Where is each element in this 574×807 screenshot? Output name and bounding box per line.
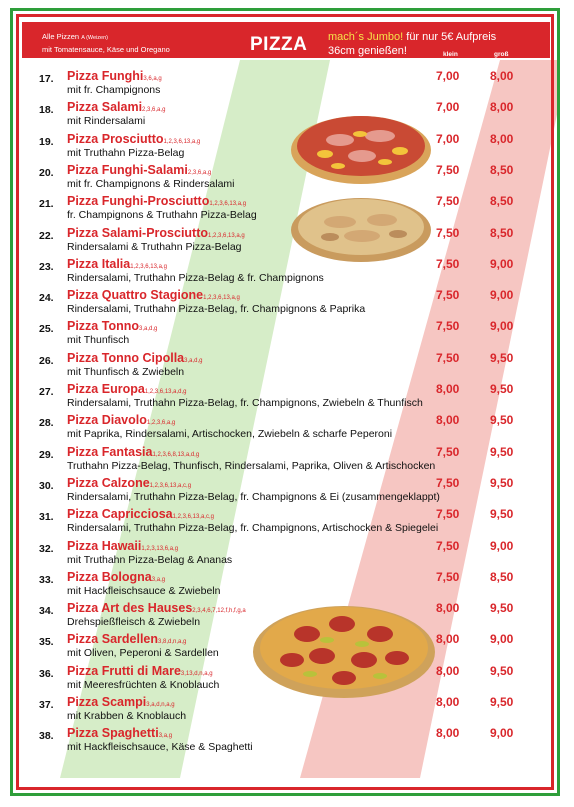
item-number: 33. [39, 573, 54, 586]
item-allergens: 1,2,3,6,8,13,a,d,g [152, 451, 200, 458]
item-allergens: 1,2,3,6,a,g [146, 420, 176, 427]
price-small: 7,50 [436, 507, 460, 522]
menu-header [22, 22, 550, 58]
item-title: Pizza Italia [67, 256, 131, 271]
item-title: Pizza Prosciutto [67, 131, 164, 146]
item-description: Truthahn Pizza-Belag, Thunfisch, Rindersalami, Paprika, Oliven & Artischocken [67, 459, 436, 472]
price-small: 7,50 [436, 194, 460, 209]
item-title: Pizza Funghi-Prosciutto [67, 194, 210, 209]
price-large: 9,50 [490, 475, 514, 490]
item-title: Pizza Hawaii [67, 538, 142, 553]
item-name [67, 695, 175, 709]
item-description: mit Rindersalami [67, 115, 146, 128]
item-title: Pizza Salami [67, 100, 143, 115]
price-small: 7,50 [436, 288, 460, 303]
column-small: klein [443, 51, 458, 58]
item-allergens: 3,a,d,g [184, 357, 203, 364]
item-description: Rindersalami, Truthahn Pizza-Belag, fr. Champignons & Ei (zusammengeklappt) [67, 490, 440, 503]
price-small: 7,00 [436, 100, 460, 115]
item-title: Pizza Tonno Cipolla [67, 350, 185, 365]
item-allergens: 3,6,a,g [143, 76, 162, 82]
menu-item [0, 630, 540, 662]
item-name [67, 319, 157, 333]
price-small: 8,00 [436, 632, 460, 647]
offer-price: für nur 5€ Aufpreis [403, 31, 497, 43]
item-name [67, 601, 246, 615]
item-description: mit Oliven, Peperoni & Sardellen [67, 647, 219, 660]
item-description: mit Truthahn Pizza-Belag & Ananas [67, 553, 233, 566]
item-name [67, 507, 214, 521]
item-number: 31. [39, 511, 54, 524]
item-name [67, 69, 162, 83]
price-small: 7,50 [436, 319, 460, 334]
price-large: 9,00 [490, 632, 514, 647]
item-number: 22. [39, 229, 54, 242]
item-number: 28. [39, 417, 54, 430]
item-allergens: 1,2,3,13,6,a,g [141, 545, 179, 552]
item-name [67, 288, 240, 302]
item-description: fr. Champignons & Truthahn Pizza-Belag [67, 209, 257, 222]
note-line1: Alle Pizzen [42, 32, 80, 41]
menu-item [0, 662, 540, 694]
price-small: 8,00 [436, 413, 460, 428]
item-description: mit fr. Champignons & Rindersalami [67, 177, 235, 190]
item-allergens: 2,3,6,a,g [142, 107, 166, 114]
item-name [67, 351, 203, 365]
price-large: 8,00 [490, 69, 514, 83]
item-name [67, 163, 211, 177]
price-small: 7,50 [436, 162, 460, 177]
price-small: 7,50 [436, 475, 460, 490]
item-number: 25. [39, 323, 54, 336]
item-name [67, 194, 246, 208]
menu-item [0, 192, 540, 224]
price-large: 9,00 [490, 288, 514, 303]
item-description: mit Hackfleischsauce & Zwiebeln [67, 584, 221, 597]
menu-item [0, 224, 540, 256]
price-large: 8,50 [490, 194, 514, 209]
price-large: 9,00 [490, 319, 514, 334]
item-title: Pizza Funghi [67, 69, 144, 83]
item-name [67, 413, 175, 427]
item-allergens: 3,a,g [151, 576, 166, 583]
jumbo-offer [328, 30, 496, 58]
menu-item [0, 411, 540, 443]
menu-item [0, 349, 540, 381]
price-large: 9,50 [490, 695, 514, 709]
item-allergens: 1,2,3,6,13,a,g [208, 232, 245, 239]
menu-item [0, 443, 540, 475]
item-allergens: 1,2,3,6,13,a,g [163, 138, 201, 145]
item-title: Pizza Sardellen [67, 632, 159, 647]
price-large: 9,00 [490, 256, 514, 271]
price-large: 9,50 [490, 382, 514, 396]
item-name [67, 570, 165, 584]
item-description: Rindersalami, Truthahn Pizza-Belag, fr. Champignons, Zwiebeln & Thunfisch [67, 397, 423, 409]
price-large: 9,00 [490, 538, 514, 553]
item-allergens: 1,2,3,6,13,a,g [203, 295, 240, 302]
item-description: mit Truthahn Pizza-Belag [67, 146, 185, 159]
item-number: 21. [39, 198, 54, 211]
menu-item [0, 724, 540, 756]
item-title: Pizza Quattro Stagione [67, 288, 204, 303]
price-small: 7,00 [436, 69, 460, 83]
price-large: 9,50 [490, 601, 514, 616]
price-large: 8,00 [490, 131, 514, 146]
item-allergens: 2,3,4,6,7,12,f,h,f,g,a [192, 608, 246, 615]
item-description: mit fr. Champignons [67, 84, 161, 96]
item-name [67, 726, 172, 740]
menu-item [0, 599, 540, 631]
menu-item [0, 130, 540, 162]
price-large: 8,50 [490, 225, 514, 240]
item-number: 36. [39, 667, 54, 680]
item-number: 29. [39, 448, 54, 461]
item-name [67, 382, 187, 396]
item-number: 27. [39, 386, 54, 398]
item-number: 32. [39, 542, 54, 555]
item-allergens: 1,2,3,6,13,a,g [130, 263, 167, 270]
item-number: 26. [39, 354, 54, 367]
price-large: 9,00 [490, 726, 514, 741]
menu-item [0, 537, 540, 569]
item-title: Pizza Europa [67, 382, 145, 396]
item-title: Pizza Art des Hauses [67, 601, 193, 616]
price-small: 8,00 [436, 726, 460, 741]
item-allergens: 3,a,g [158, 733, 173, 740]
item-name [67, 476, 191, 490]
price-large: 8,50 [490, 569, 514, 584]
menu-item [0, 474, 540, 506]
item-description: mit Paprika, Rindersalami, Artischocken, Zwiebeln & scharfe Peperoni [67, 428, 393, 441]
item-description: mit Thunfisch [67, 334, 130, 347]
price-small: 8,00 [436, 663, 460, 678]
note-line2: mit Tomatensauce, Käse und Oregano [42, 45, 170, 54]
column-large: groß [494, 51, 509, 58]
item-number: 23. [39, 260, 54, 273]
header-title: PIZZA [250, 34, 308, 55]
header-note [42, 31, 170, 56]
item-description: Drehspießfleisch & Zwiebeln [67, 616, 201, 629]
menu-item [0, 568, 540, 600]
item-name [67, 132, 200, 146]
item-number: 30. [39, 479, 54, 492]
menu-item [0, 317, 540, 349]
item-number: 17. [39, 73, 54, 85]
menu-item [0, 255, 540, 287]
item-title: Pizza Frutti di Mare [67, 663, 181, 678]
item-description: Rindersalami, Truthahn Pizza-Belag & fr. Champignons [67, 271, 324, 284]
item-allergens: 1,2,3,6,13,a,c,g [149, 482, 192, 489]
price-large: 9,50 [490, 507, 514, 522]
price-large: 9,50 [490, 350, 514, 365]
item-allergens: 3,a,d,n,a,g [146, 702, 175, 708]
item-description: Rindersalami, Truthahn Pizza-Belag, fr. Champignons & Paprika [67, 303, 366, 316]
menu-item [0, 380, 540, 412]
price-large: 9,50 [490, 413, 514, 428]
item-allergens: 1,2,3,6,13,a,d,g [144, 389, 187, 395]
item-title: Pizza Bologna [67, 569, 152, 584]
item-title: Pizza Capricciosa [67, 507, 173, 522]
item-number: 19. [39, 135, 54, 148]
price-small: 7,50 [436, 256, 460, 271]
item-number: 24. [39, 292, 54, 305]
item-allergens: 1,2,3,6,13,a,c,g [172, 514, 214, 521]
item-number: 18. [39, 104, 54, 117]
price-small: 7,50 [436, 225, 460, 240]
item-title: Pizza Salami-Prosciutto [67, 225, 209, 240]
price-large: 8,50 [490, 162, 514, 177]
item-description: mit Hackfleischsauce, Käse & Spaghetti [67, 741, 253, 754]
menu-item [0, 505, 540, 537]
item-description: mit Thunfisch & Zwiebeln [67, 365, 185, 378]
item-title: Pizza Scampi [67, 695, 147, 709]
item-allergens: 1,2,3,6,13,a,g [209, 201, 247, 208]
item-name [67, 632, 186, 646]
menu-item [0, 286, 540, 318]
menu-item [0, 98, 540, 130]
item-name [67, 226, 245, 240]
item-name [67, 664, 213, 678]
price-small: 7,50 [436, 569, 460, 584]
item-description: Rindersalami & Truthahn Pizza-Belag [67, 240, 242, 253]
price-small: 8,00 [436, 382, 460, 396]
item-name [67, 445, 199, 459]
offer-line2: 36cm genießen! [328, 45, 407, 57]
menu-item [0, 693, 540, 725]
item-allergens: 3,13,d,n,a,g [180, 670, 213, 677]
price-large: 8,00 [490, 100, 514, 115]
item-title: Pizza Fantasia [67, 444, 153, 459]
item-title: Pizza Calzone [67, 475, 150, 490]
price-large: 9,50 [490, 444, 514, 459]
item-name [67, 539, 178, 553]
item-title: Pizza Funghi-Salami [67, 162, 188, 177]
price-small: 7,50 [436, 444, 460, 459]
item-allergens: 2,3,6,a,g [187, 169, 212, 176]
item-description: mit Krabben & Knoblauch [67, 710, 187, 722]
item-allergens: 3,a,d,g [139, 326, 158, 333]
item-title: Pizza Diavolo [67, 413, 147, 428]
price-small: 8,00 [436, 695, 460, 709]
item-name [67, 100, 165, 114]
item-number: 37. [39, 699, 54, 711]
item-allergens: 3,8,d,n,a,g [158, 639, 187, 646]
note-allergen: A (Weizen) [81, 35, 108, 41]
price-small: 7,00 [436, 131, 460, 146]
price-large: 9,50 [490, 663, 514, 678]
item-number: 38. [39, 730, 54, 743]
price-small: 7,50 [436, 350, 460, 365]
menu-item [0, 161, 540, 193]
item-name [67, 257, 167, 271]
item-title: Pizza Spaghetti [67, 726, 159, 741]
offer-jumbo: mach´s Jumbo! [328, 31, 404, 43]
price-small: 8,00 [436, 601, 460, 616]
item-number: 35. [39, 636, 54, 649]
item-number: 34. [39, 605, 54, 618]
item-title: Pizza Tonno [67, 319, 139, 334]
menu-item [0, 67, 540, 99]
item-description: mit Meeresfrüchten & Knoblauch [67, 678, 220, 691]
item-description: Rindersalami, Truthahn Pizza-Belag, fr. Champignons, Artischocken & Spiegelei [67, 522, 439, 535]
item-number: 20. [39, 166, 54, 179]
price-small: 7,50 [436, 538, 460, 553]
